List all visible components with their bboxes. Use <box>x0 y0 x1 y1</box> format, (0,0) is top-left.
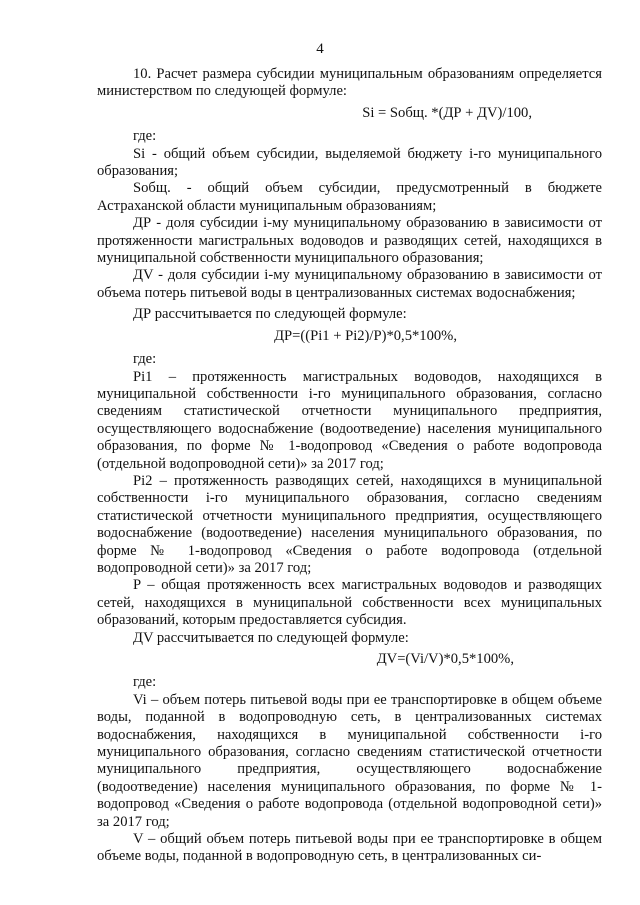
definition-dr: ДР - доля субсидии i-му муниципальному образованию в зависимости от протяженности магистральных водоводов и разводящих сетей, находящихся в муниципальной собственности муниципального образования; <box>97 215 602 267</box>
where-label: где: <box>133 128 157 145</box>
definition-dv: ДV - доля субсидии i-му муниципальному образованию в зависимости от объема потерь питьевой воды в централизованных системах водоснабжения; <box>97 267 602 301</box>
formula-si: Si = Sобщ. *(ДР + ДV)/100, <box>362 104 532 121</box>
definition-pi1: Pi1 – протяженность магистральных водоводов, находящихся в муниципальной собственности i-го муниципального образования, согласно сведениям статистической отчетности муниципального предприятия, осуществляющего водоснабжение (водоотведение) населения муниципального образования, по форме № 1-водопровод «Сведения о работе водопровода (отдельной водопроводной сети)» за 2017 год; <box>97 368 602 472</box>
page-number: 4 <box>316 41 324 57</box>
formula-dv: ДV=(Vi/V)*0,5*100%, <box>376 651 514 667</box>
where-label: где: <box>133 351 157 368</box>
definition-v: V – общий объем потерь питьевой воды при ее транспортировке в общем объеме воды, поданной в водопроводную сеть, в централизованных си- <box>97 831 602 865</box>
definition-vi: Vi – объем потерь питьевой воды при ее транспортировке в общем объеме воды, поданной в водопроводную сеть, в централизованных системах водоснабжения, находящихся в муниципальной собственности i-го муниципального образования, согласно сведениям статистической отчетности муниципального предприятия, осуществляющего водоснабжение (водоотведение) населения муниципального образования, по форме № 1-водопровод «Сведения о работе водопровода (отдельной водопроводной сети)» за 2017 год; <box>97 691 602 830</box>
definition-pi2: Pi2 – протяженность разводящих сетей, находящихся в муниципальной собственности i-го муниципального образования, согласно сведениям статистической отчетности муниципального предприятия, осуществляющего водоснабжение (водоотведение) населения муниципального образования, по форме № 1-водопровод «Сведения о работе водопровода (отдельной водопроводной сети)» за 2017 год; <box>97 472 602 576</box>
document-body <box>97 66 602 866</box>
dr-calc-intro: ДР рассчитывается по следующей формуле: <box>133 306 407 323</box>
definition-p: P – общая протяженность всех магистральных водоводов и разводящих сетей, находящихся в муниципальной собственности всех муниципальных образований, которым предоставляется субсидия. <box>97 577 602 629</box>
dv-calc-intro: ДV рассчитывается по следующей формуле: <box>133 629 409 646</box>
where-label: где: <box>133 674 157 691</box>
definition-sobsh: Sобщ. - общий объем субсидии, предусмотренный в бюджете Астраханской области муниципальным образованиям; <box>97 180 602 214</box>
paragraph-10: 10. Расчет размера субсидии муниципальным образованиям определяется министерством по следующей формуле: <box>97 66 602 100</box>
definition-si: Si - общий объем субсидии, выделяемой бюджету i-го муниципального образования; <box>97 145 602 180</box>
formula-dr: ДР=((Pi1 + Pi2)/P)*0,5*100%, <box>274 327 457 344</box>
